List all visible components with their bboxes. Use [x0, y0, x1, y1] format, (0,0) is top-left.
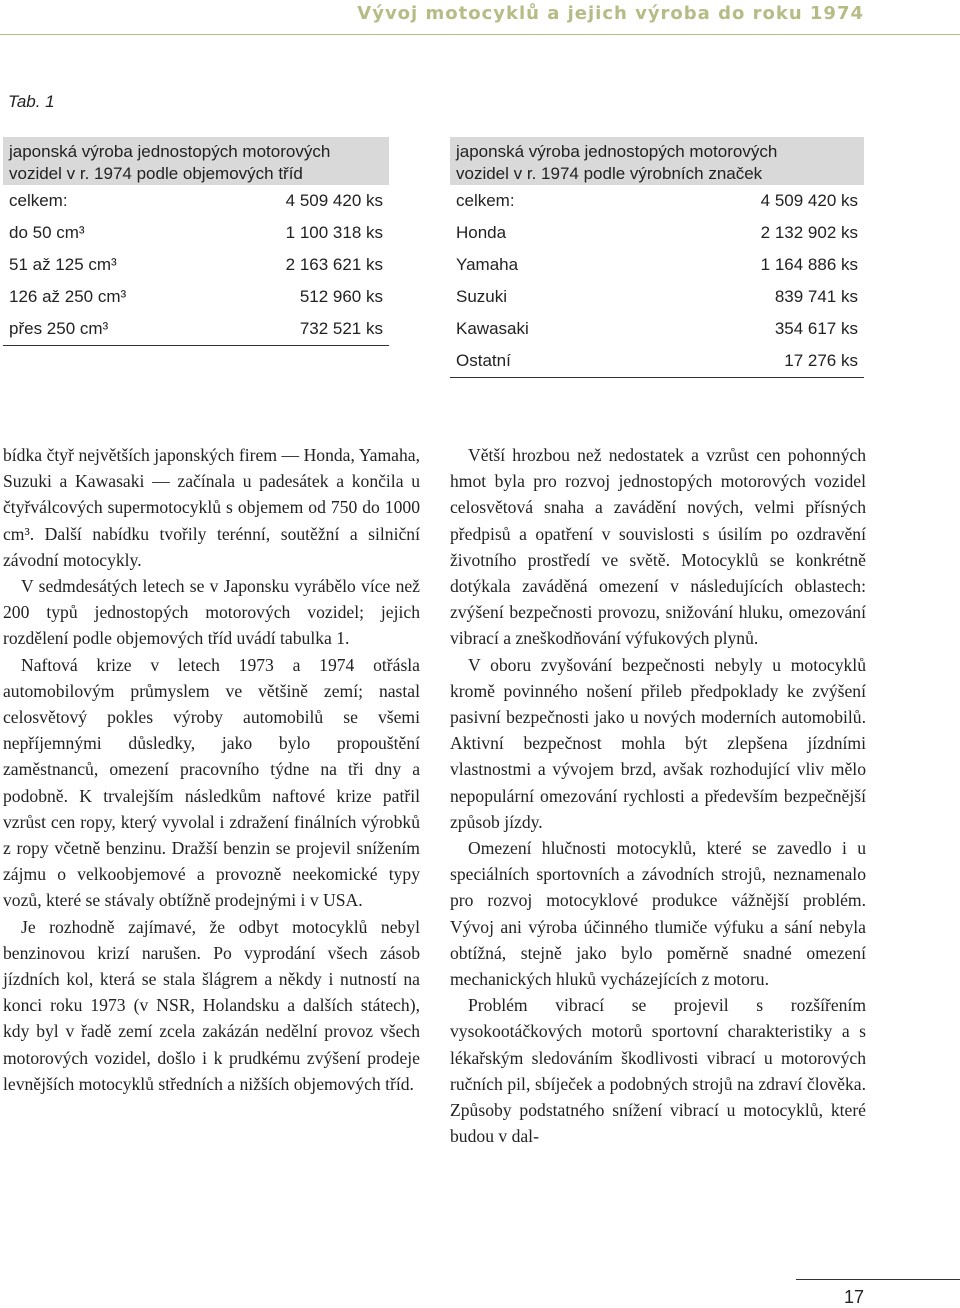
- table-row: [450, 217, 864, 249]
- table-title-line: japonská výroba jednostopých motorových: [9, 142, 331, 161]
- table-header: [450, 137, 864, 185]
- row-value: 4 509 420 ks: [285, 191, 383, 210]
- row-value: 4 509 420 ks: [760, 191, 858, 210]
- paragraph: Problém vibrací se projevil s rozšířením vysokootáčkových motorů sportovní charakteristiky a s lékařským sledováním škodlivosti vibrací u motorových ručních pil, sbíječek a podobných strojů na zdraví člověka. Způsoby podstatného snížení vibrací u motocyklů, které budou v dal-: [450, 995, 866, 1147]
- row-value: 512 960 ks: [299, 287, 383, 306]
- row-value: 1 164 886 ks: [760, 255, 858, 274]
- row-label: Kawasaki: [456, 319, 529, 338]
- paragraph: V sedmdesátých letech se v Japonsku vyrábělo více než 200 typů jednostopých motorových vozidel; jejich rozdělení podle objemových tříd uvádí tabulka 1.: [3, 576, 420, 649]
- table-row: [3, 313, 389, 345]
- table-row: [3, 217, 389, 249]
- row-label: Honda: [456, 223, 507, 242]
- table-production-by-brand: [450, 137, 864, 378]
- paragraph: Je rozhodně zajímavé, že odbyt motocyklů nebyl benzinovou krizí narušen. Po vyprodání všech zásob jízdních kol, která se stala šlágrem a někdy i nutností na konci roku 1973 (v NSR, Holandsku a dalších státech), kdy byl v řadě zemí zcela zakázán nedělní provoz všech motorových vozidel, došlo i k prudkému zvýšení prodeje levnějších motocyklů středních a nižších objemových tříd.: [3, 916, 420, 1094]
- row-value: 1 100 318 ks: [285, 223, 383, 242]
- header-rule: [0, 34, 960, 35]
- row-label: 51 až 125 cm³: [9, 255, 117, 274]
- row-label: Yamaha: [456, 255, 519, 274]
- table-caption: Tab. 1: [8, 92, 55, 111]
- page-number: 17: [843, 1287, 864, 1307]
- paragraph: Větší hrozbou než nedostatek a vzrůst cen pohonných hmot byla pro rozvoj jednostopých motorových vozidel celosvětová snaha a zavádění nových, velmi přísných předpisů a opatření v souvislosti s úsilím po ozdravění životního prostředí ve světě. Motocyklů se konkrétně dotýkala zaváděná omezení v následujících oblastech: zvýšení bezpečnosti provozu, snižování hluku, omezování vibrací a zneškodňování výfukových plynů.: [450, 445, 866, 649]
- row-label: do 50 cm³: [9, 223, 85, 242]
- running-header: [0, 0, 960, 34]
- row-value: 2 132 902 ks: [760, 223, 858, 242]
- running-header-title: Vývoj motocyklů a jejich výroba do roku 1974: [357, 3, 864, 24]
- table-title-line: vozidel v r. 1974 podle výrobních značek: [456, 164, 763, 183]
- paragraph: Naftová krize v letech 1973 a 1974 otřásla automobilovým průmyslem ve většině zemí; nastal celosvětový pokles výroby automobilů se všemi nepříjemnými důsledky, jako bylo propouštění zaměstnanců, omezení pracovního týdne na tři dny a podobně. K trvalejším následkům naftové krize patřil vzrůst cen ropy, který vyvolal i zdražení finálních výrobků z ropy včetně benzinu. Dražší benzin se projevil snížením zájmu o velkoobjemové a provozně neekomické typy vozů, které se stávaly obtížně prodejnými i v USA.: [3, 654, 420, 911]
- table-title-line: vozidel v r. 1974 podle objemových tříd: [9, 164, 303, 183]
- table-header: [3, 137, 389, 185]
- table-bottom-rule: [3, 345, 389, 346]
- row-value: 839 741 ks: [774, 287, 858, 306]
- table-row: [450, 313, 864, 345]
- row-label: přes 250 cm³: [9, 319, 109, 338]
- row-label: Suzuki: [456, 287, 508, 306]
- row-label: celkem:: [456, 191, 515, 210]
- table-row: [450, 345, 864, 377]
- body-column-right: [450, 442, 866, 1149]
- table-row: [450, 185, 864, 217]
- table-row: [3, 185, 389, 217]
- table-row: [450, 281, 864, 313]
- body-column-left: [3, 442, 420, 1097]
- table-row: [450, 249, 864, 281]
- row-value: 732 521 ks: [299, 319, 383, 338]
- paragraph: bídka čtyř největších japonských firem — Honda, Yamaha, Suzuki a Kawasaki — začínala u padesátek a končila u čtyřválcových supermotocyklů s objemem od 750 do 1000 cm³. Další nabídku tvořily terénní, soutěžní a silniční závodní motocykly.: [3, 445, 420, 570]
- row-label: Ostatní: [456, 351, 511, 370]
- paragraph: V oboru zvyšování bezpečnosti nebyly u motocyklů kromě povinného nošení přileb předpoklady ke zvýšení pasivní bezpečnosti jako u nových moderních automobilů. Aktivní bezpečnost mohla být zlepšena jízdními vlastnostmi a vývojem brzd, avšak rozhodující vliv mělo nepopulární omezování rychlosti a především bezpečnější způsob jízdy.: [450, 654, 866, 832]
- table-production-by-class: [3, 137, 389, 346]
- row-value: 2 163 621 ks: [285, 255, 383, 274]
- row-label: 126 až 250 cm³: [9, 287, 127, 306]
- table-row: [3, 281, 389, 313]
- row-value: 354 617 ks: [774, 319, 858, 338]
- table-bottom-rule: [450, 377, 864, 378]
- paragraph: Omezení hlučnosti motocyklů, které se zavedlo i u speciálních sportovních a závodních strojů, neznamenalo pro rozvoj motocyklové produkce vážnější problém. Vývoj ani výroba účinného tlumiče výfuku a sání nebyla obtížná, stejně jako bylo poměrně snadné omezení mechanických hluků vycházejících z motoru.: [450, 838, 866, 990]
- table-row: [3, 249, 389, 281]
- row-value: 17 276 ks: [784, 351, 858, 370]
- row-label: celkem:: [9, 191, 68, 210]
- footer-rule: [796, 1279, 960, 1280]
- table-title-line: japonská výroba jednostopých motorových: [456, 142, 778, 161]
